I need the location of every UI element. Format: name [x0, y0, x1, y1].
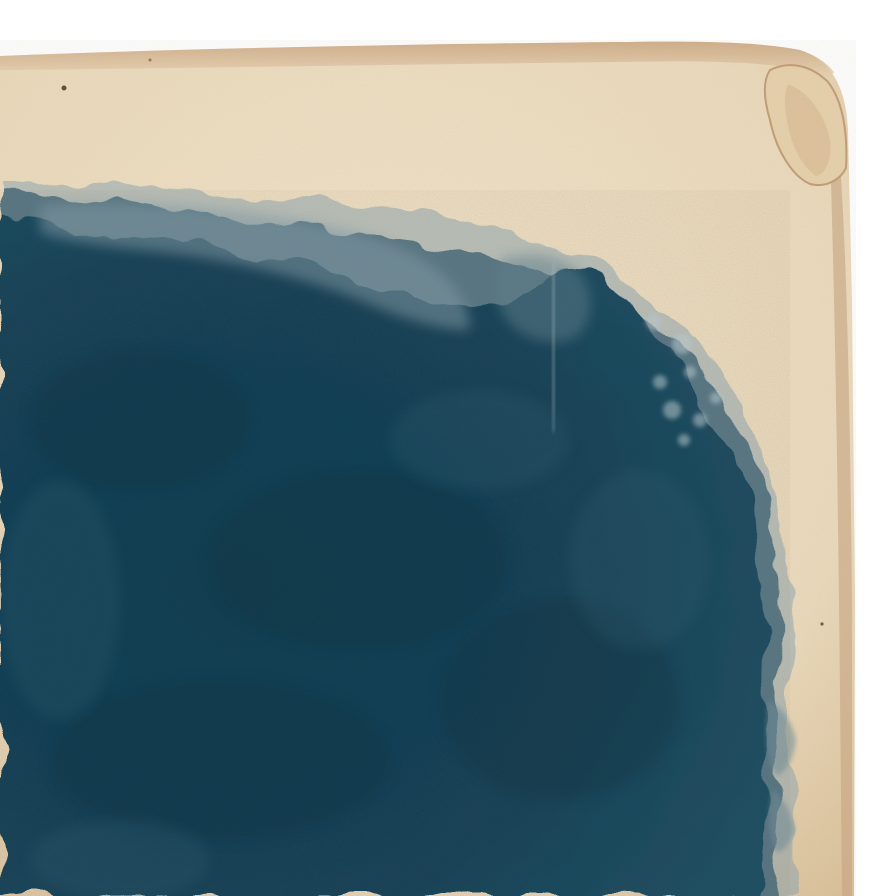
cyanotype-print [0, 184, 798, 896]
